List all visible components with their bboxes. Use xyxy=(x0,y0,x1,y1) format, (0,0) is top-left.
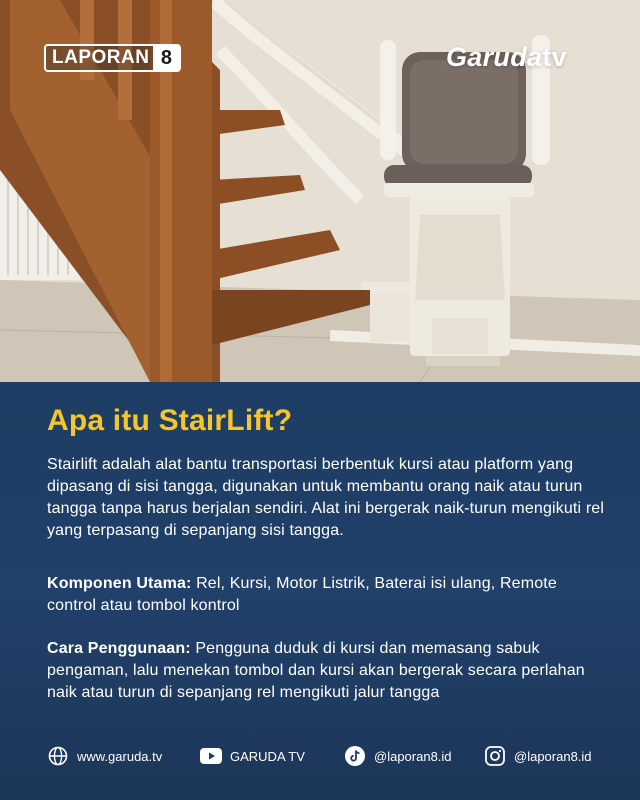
footer-website-text: www.garuda.tv xyxy=(77,748,163,764)
garudatv-logo-suffix: tv xyxy=(542,42,567,72)
instagram-icon xyxy=(484,745,506,767)
components-label: Komponen Utama: xyxy=(47,575,192,592)
info-panel xyxy=(0,382,640,800)
footer-instagram[interactable] xyxy=(484,744,592,768)
social-footer xyxy=(0,744,640,774)
laporan8-logo-word: LAPORAN xyxy=(52,47,150,68)
components-paragraph xyxy=(47,573,607,617)
usage-text: Pengguna duduk di kursi dan memasang sabuk pengaman, lalu menekan tombol dan kursi akan bergerak secara perlahan naik atau turun di sepanjang rel mengikuti jalur tangga xyxy=(47,640,585,701)
tiktok-icon xyxy=(344,745,366,767)
youtube-icon xyxy=(200,745,222,767)
stairlift-photo xyxy=(0,0,640,382)
footer-tiktok[interactable] xyxy=(344,744,452,768)
garudatv-logo xyxy=(446,42,567,73)
footer-instagram-text: @laporan8.id xyxy=(514,748,592,764)
usage-paragraph xyxy=(47,638,607,704)
usage-label: Cara Penggunaan: xyxy=(47,640,191,657)
components-text: Rel, Kursi, Motor Listrik, Baterai isi ulang, Remote control atau tombol kontrol xyxy=(47,575,557,614)
laporan8-logo-number: 8 xyxy=(153,45,179,71)
footer-youtube[interactable] xyxy=(200,744,305,768)
globe-icon xyxy=(47,745,69,767)
definition-paragraph: Stairlift adalah alat bantu transportasi berbentuk kursi atau platform yang dipasang di sisi tangga, digunakan untuk membantu orang naik atau turun tangga tanpa harus berjalan sendiri. Alat ini bergerak naik-turun mengikuti rel yang terpasang di sepanjang sisi tangga. xyxy=(47,456,605,539)
footer-youtube-text: GARUDA TV xyxy=(230,748,305,764)
footer-tiktok-text: @laporan8.id xyxy=(374,748,452,764)
footer-website[interactable] xyxy=(47,744,162,768)
page-title: Apa itu StairLift? xyxy=(47,404,293,437)
garudatv-logo-word: Garuda xyxy=(446,42,543,72)
laporan8-logo xyxy=(44,44,181,72)
